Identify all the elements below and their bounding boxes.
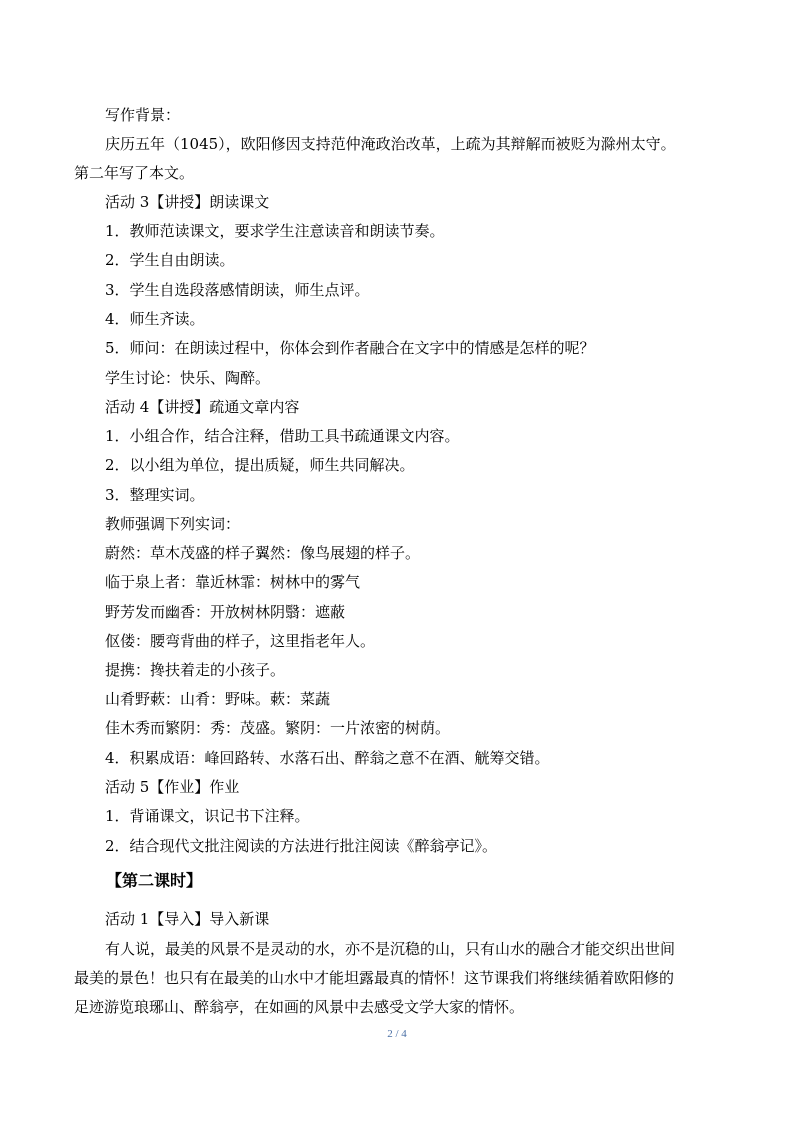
vocab-line: 山肴野蔌：山肴：野味。蔌：菜蔬 [105, 690, 331, 708]
list-item: 1．教师范读课文，要求学生注意读音和朗读节奏。 [105, 222, 445, 240]
list-item: 4．积累成语：峰回路转、水落石出、醉翁之意不在酒、觥筹交错。 [105, 749, 550, 767]
text-line: 庆历五年（1045），欧阳修因支持范仲淹政治改革，上疏为其辩解而被贬为滁州太守。 [105, 135, 676, 153]
section-label: 活动 5【作业】作业 [105, 778, 240, 796]
vocab-line: 伛偻：腰弯背曲的样子，这里指老年人。 [105, 632, 376, 650]
list-item: 5．师问：在朗读过程中，你体会到作者融合在文字中的情感是怎样的呢？ [105, 339, 595, 357]
text-line: 学生讨论：快乐、陶醉。 [105, 369, 271, 387]
paragraph-line: 有人说，最美的风景不是灵动的水，亦不是沉稳的山，只有山水的融合才能交织出世间 [105, 940, 676, 958]
list-item: 1．背诵课文，识记书下注释。 [105, 807, 310, 825]
paragraph-line: 最美的景色！也只有在最美的山水中才能坦露最真的情怀！这节课我们将继续循着欧阳修的 [74, 969, 675, 987]
page-number: 2 / 4 [387, 1028, 407, 1040]
list-item: 2．学生自由朗读。 [105, 251, 235, 269]
list-item: 1．小组合作，结合注释，借助工具书疏通课文内容。 [105, 427, 460, 445]
list-item: 4．师生齐读。 [105, 310, 205, 328]
paragraph-line: 足迹游览琅琊山、醉翁亭，在如画的风景中去感受文学大家的情怀。 [74, 998, 525, 1016]
vocab-line: 佳木秀而繁阴：秀：茂盛。繁阴：一片浓密的树荫。 [105, 719, 451, 737]
vocab-line: 蔚然：草木茂盛的样子翼然：像鸟展翅的样子。 [105, 544, 421, 562]
list-item: 3．整理实词。 [105, 486, 205, 504]
text-line: 教师强调下列实词： [105, 515, 241, 533]
vocab-line: 野芳发而幽香：开放树林阴翳：遮蔽 [105, 603, 346, 621]
list-item: 2．以小组为单位，提出质疑，师生共同解决。 [105, 456, 415, 474]
lesson-heading: 【第二课时】 [106, 871, 203, 890]
section-label: 活动 1【导入】导入新课 [105, 910, 270, 928]
text-line: 第二年写了本文。 [74, 164, 195, 182]
section-label: 活动 3【讲授】朗读课文 [105, 193, 270, 211]
vocab-line: 临于泉上者：靠近林霏：树林中的雾气 [105, 573, 361, 591]
list-item: 3．学生自选段落感情朗读，师生点评。 [105, 281, 370, 299]
text-line: 写作背景： [105, 106, 181, 124]
section-label: 活动 4【讲授】疏通文章内容 [105, 398, 300, 416]
list-item: 2．结合现代文批注阅读的方法进行批注阅读《醉翁亭记》。 [105, 837, 498, 855]
vocab-line: 提携：搀扶着走的小孩子。 [105, 661, 286, 679]
